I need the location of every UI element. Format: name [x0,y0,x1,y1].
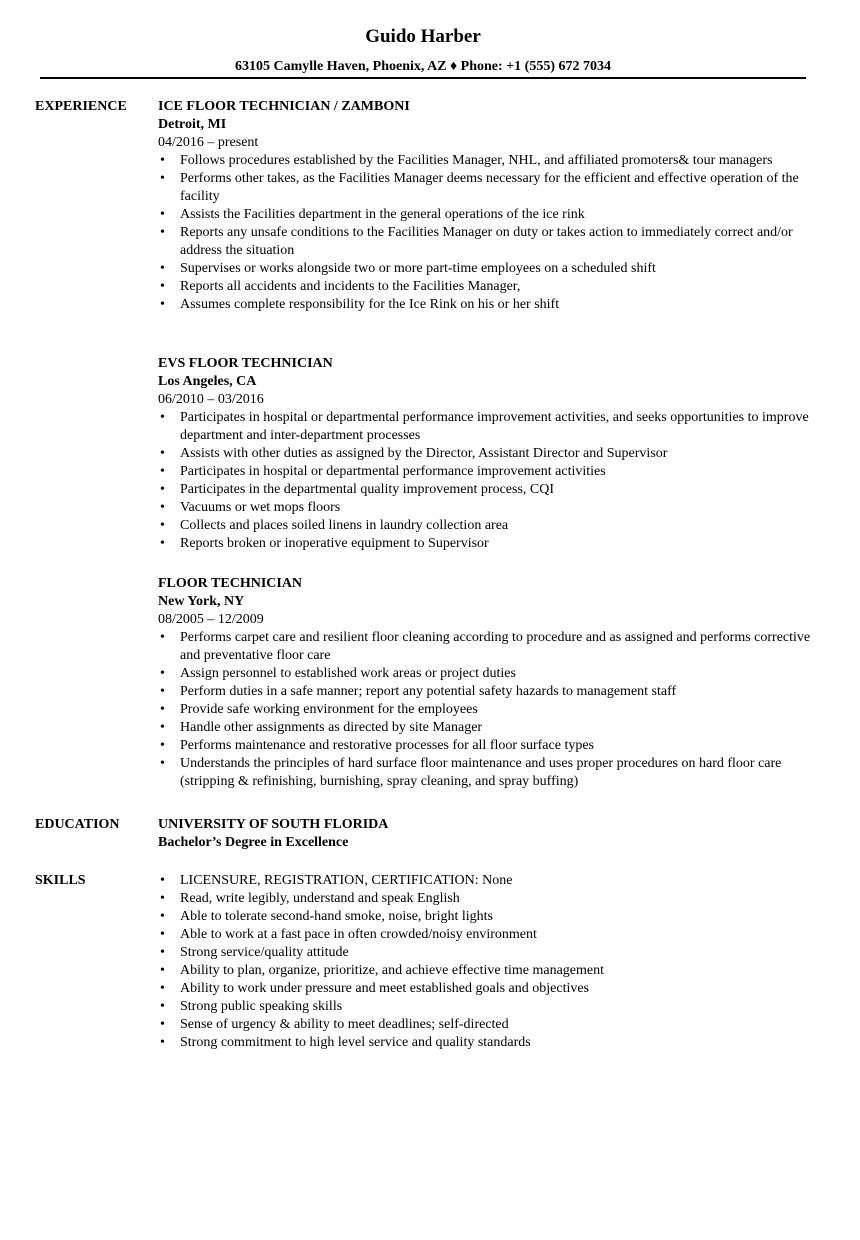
degree: Bachelor’s Degree in Excellence [158,835,349,850]
job-entry [158,575,818,791]
list-item: • Perform duties in a safe manner; report any potential safety hazards to management staff [158,683,818,701]
list-item: • Reports broken or inoperative equipment to Supervisor [158,535,818,553]
list-item: • Participates in hospital or departmental performance improvement activities, and seeks opportunities to improve department and inter-department processes [158,409,818,445]
list-item: • Handle other assignments as directed by site Manager [158,719,818,737]
job-dates: 06/2010 – 03/2016 [158,392,264,407]
list-item: • Follows procedures established by the Facilities Manager, NHL, and affiliated promoters& tour managers [158,152,818,170]
list-item: • Collects and places soiled linens in laundry collection area [158,517,818,535]
list-item: • LICENSURE, REGISTRATION, CERTIFICATION: None [158,872,818,890]
education-heading: EDUCATION [35,817,120,832]
list-item: • Ability to plan, organize, prioritize, and achieve effective time management [158,962,818,980]
list-item: • Assists the Facilities department in the general operations of the ice rink [158,206,818,224]
list-item: • Provide safe working environment for the employees [158,701,818,719]
list-item: • Ability to work under pressure and meet established goals and objectives [158,980,818,998]
candidate-name: Guido Harber [365,26,481,47]
job-bullets [158,629,818,791]
list-item: • Performs maintenance and restorative processes for all floor surface types [158,737,818,755]
list-item: • Able to tolerate second-hand smoke, noise, bright lights [158,908,818,926]
experience-heading: EXPERIENCE [35,99,127,114]
list-item: • Assumes complete responsibility for the Ice Rink on his or her shift [158,296,818,314]
skills-heading: SKILLS [35,873,86,888]
job-entry [158,98,818,314]
education-entry [158,816,818,852]
list-item: • Sense of urgency & ability to meet deadlines; self-directed [158,1016,818,1034]
job-location: Detroit, MI [158,117,227,132]
job-entry [158,355,818,553]
job-bullets [158,409,818,553]
list-item: • Strong commitment to high level service and quality standards [158,1034,818,1052]
list-item: • Performs carpet care and resilient floor cleaning according to procedure and as assigned and performs corrective and preventative floor care [158,629,818,665]
job-dates: 04/2016 – present [158,135,259,150]
list-item: • Strong service/quality attitude [158,944,818,962]
list-item: • Supervises or works alongside two or more part-time employees on a scheduled shift [158,260,818,278]
job-title: EVS FLOOR TECHNICIAN [158,356,333,371]
list-item: • Able to work at a fast pace in often crowded/noisy environment [158,926,818,944]
contact-line: 63105 Camylle Haven, Phoenix, AZ ♦ Phone: +1 (555) 672 7034 [234,59,611,74]
list-item: • Participates in the departmental quality improvement process, CQI [158,481,818,499]
list-item: • Performs other takes, as the Facilities Manager deems necessary for the efficient and effective operation of the facility [158,170,818,206]
list-item: • Strong public speaking skills [158,998,818,1016]
job-location: Los Angeles, CA [158,374,257,389]
skills-list [158,872,818,1052]
list-item: • Reports all accidents and incidents to the Facilities Manager, [158,278,818,296]
job-bullets [158,152,818,314]
list-item: • Assists with other duties as assigned by the Director, Assistant Director and Supervisor [158,445,818,463]
job-dates: 08/2005 – 12/2009 [158,612,264,627]
list-item: • Vacuums or wet mops floors [158,499,818,517]
list-item: • Assign personnel to established work areas or project duties [158,665,818,683]
job-location: New York, NY [158,594,245,609]
job-title: FLOOR TECHNICIAN [158,576,303,591]
list-item: • Read, write legibly, understand and speak English [158,890,818,908]
list-item: • Reports any unsafe conditions to the Facilities Manager on duty or takes action to immediately correct and/or address the situation [158,224,818,260]
list-item: • Participates in hospital or departmental performance improvement activities [158,463,818,481]
skills-bullets [158,872,818,1052]
header-divider [40,77,806,79]
list-item: • Understands the principles of hard surface floor maintenance and uses proper procedures on hard floor care (stripping & refinishing, burnishing, spray cleaning, and spray buffing) [158,755,818,791]
school-name: UNIVERSITY OF SOUTH FLORIDA [158,817,389,832]
job-title: ICE FLOOR TECHNICIAN / ZAMBONI [158,99,410,114]
